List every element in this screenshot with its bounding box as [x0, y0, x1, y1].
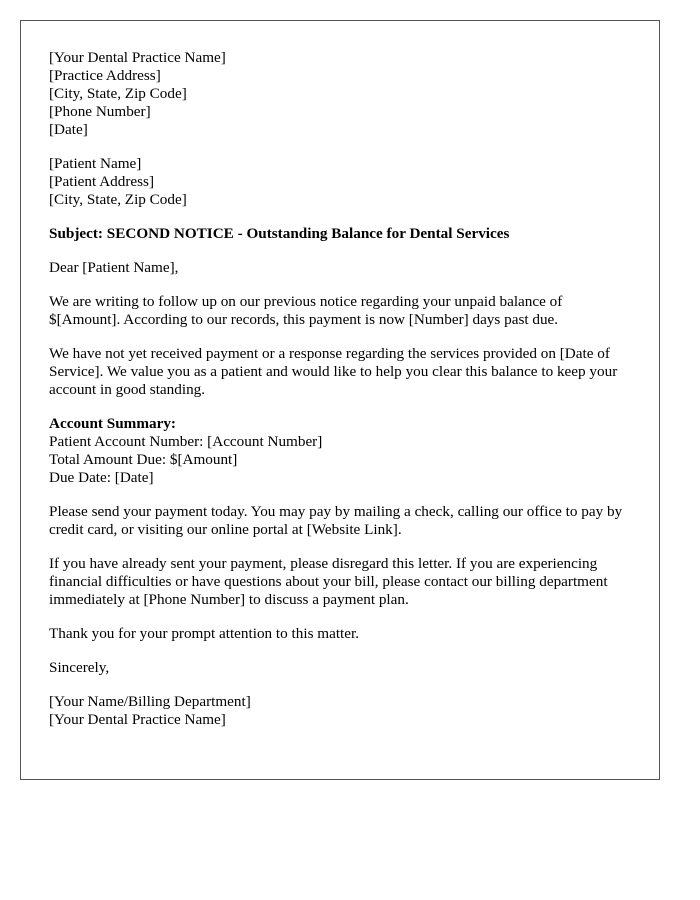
- paragraph-thank-you: Thank you for your prompt attention to this matter.: [49, 625, 360, 642]
- paragraph-no-payment: We have not yet received payment or a response regarding the services provided on [Date of Service]. We value you as a patient and would like to help you clear this balance to keep your account in good standing.: [49, 345, 618, 398]
- total-amount-due: Total Amount Due: $[Amount]: [49, 451, 238, 468]
- sender-block: [49, 49, 631, 139]
- sign-off: Sincerely,: [49, 659, 110, 676]
- subject-line: Subject: SECOND NOTICE - Outstanding Balance for Dental Services: [49, 225, 510, 242]
- sender-phone: [Phone Number]: [49, 103, 151, 120]
- letter-date: [Date]: [49, 121, 88, 138]
- recipient-name: [Patient Name]: [49, 155, 142, 172]
- recipient-block: [49, 155, 631, 209]
- salutation: Dear [Patient Name],: [49, 259, 179, 276]
- sender-practice-name: [Your Dental Practice Name]: [49, 49, 226, 66]
- due-date: Due Date: [Date]: [49, 469, 154, 486]
- sender-city-state-zip: [City, State, Zip Code]: [49, 85, 187, 102]
- account-number: Patient Account Number: [Account Number]: [49, 433, 323, 450]
- letter-page: [20, 20, 660, 780]
- recipient-address: [Patient Address]: [49, 173, 155, 190]
- account-summary-heading: Account Summary:: [49, 415, 176, 432]
- signature-block: [49, 693, 631, 729]
- sender-address: [Practice Address]: [49, 67, 161, 84]
- signer-practice-name: [Your Dental Practice Name]: [49, 711, 226, 728]
- signer-name: [Your Name/Billing Department]: [49, 693, 251, 710]
- paragraph-payment-options: Please send your payment today. You may pay by mailing a check, calling our office to pay by credit card, or visiting our online portal at [Website Link].: [49, 503, 623, 538]
- paragraph-disregard: If you have already sent your payment, please disregard this letter. If you are experiencing financial difficulties or have questions about your bill, please contact our billing department immediately at [Phone Number] to discuss a payment plan.: [49, 555, 608, 608]
- paragraph-follow-up: We are writing to follow up on our previous notice regarding your unpaid balance of $[Amount]. According to our records, this payment is now [Number] days past due.: [49, 293, 563, 328]
- recipient-city-state-zip: [City, State, Zip Code]: [49, 191, 187, 208]
- account-summary: [49, 415, 631, 487]
